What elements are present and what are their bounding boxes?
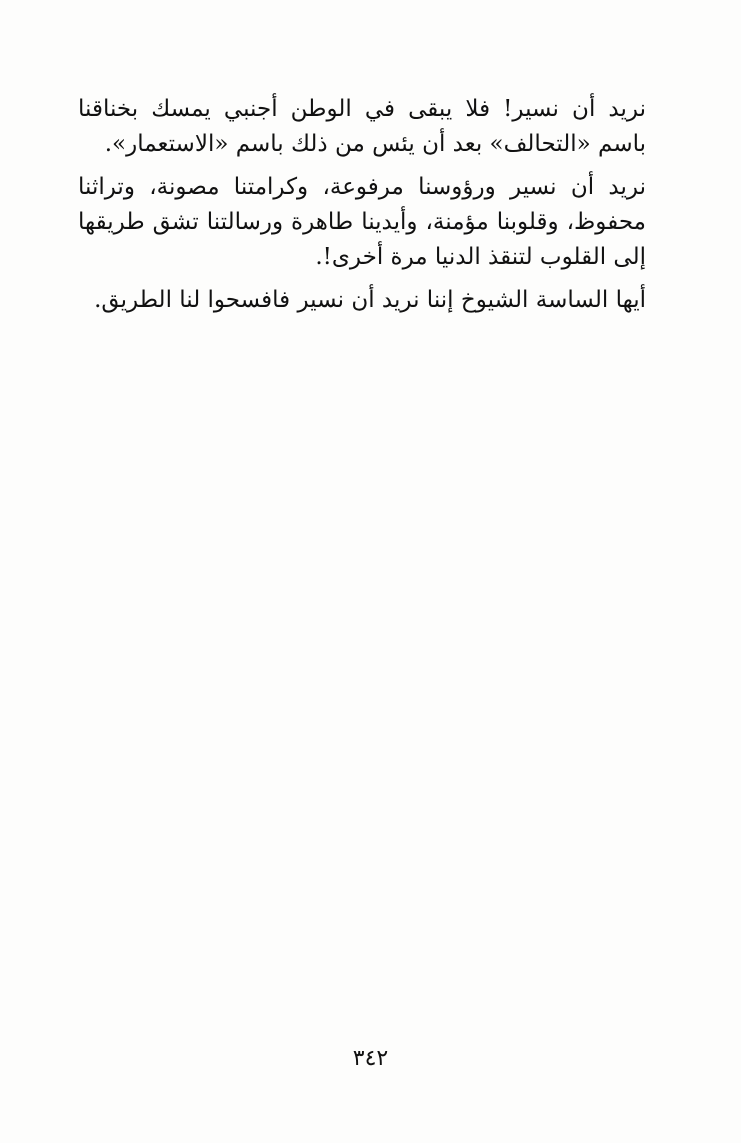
paragraph-1 bbox=[78, 92, 668, 162]
paragraph-3 bbox=[78, 283, 668, 318]
text-line: باسم «التحالف» بعد أن يئس من ذلك باسم «الاستعمار». bbox=[104, 131, 646, 157]
body-text bbox=[78, 92, 668, 326]
paragraph-2 bbox=[78, 170, 668, 275]
text-line: محفوظ، وقلوبنا مؤمنة، وأيدينا طاهرة ورسالتنا تشق طريقها bbox=[78, 209, 646, 235]
text-line: نريد أن نسير! فلا يبقى في الوطن أجنبي يمسك بخناقنا bbox=[78, 96, 646, 122]
text-line: إلى القلوب لتنقذ الدنيا مرة أخرى!. bbox=[315, 244, 646, 270]
text-line: نريد أن نسير ورؤوسنا مرفوعة، وكرامتنا مصونة، وتراثنا bbox=[78, 174, 646, 200]
text-line: أيها الساسة الشيوخ إننا نريد أن نسير فافسحوا لنا الطريق. bbox=[94, 287, 646, 313]
page-number: ٣٤٢ bbox=[352, 1046, 389, 1071]
